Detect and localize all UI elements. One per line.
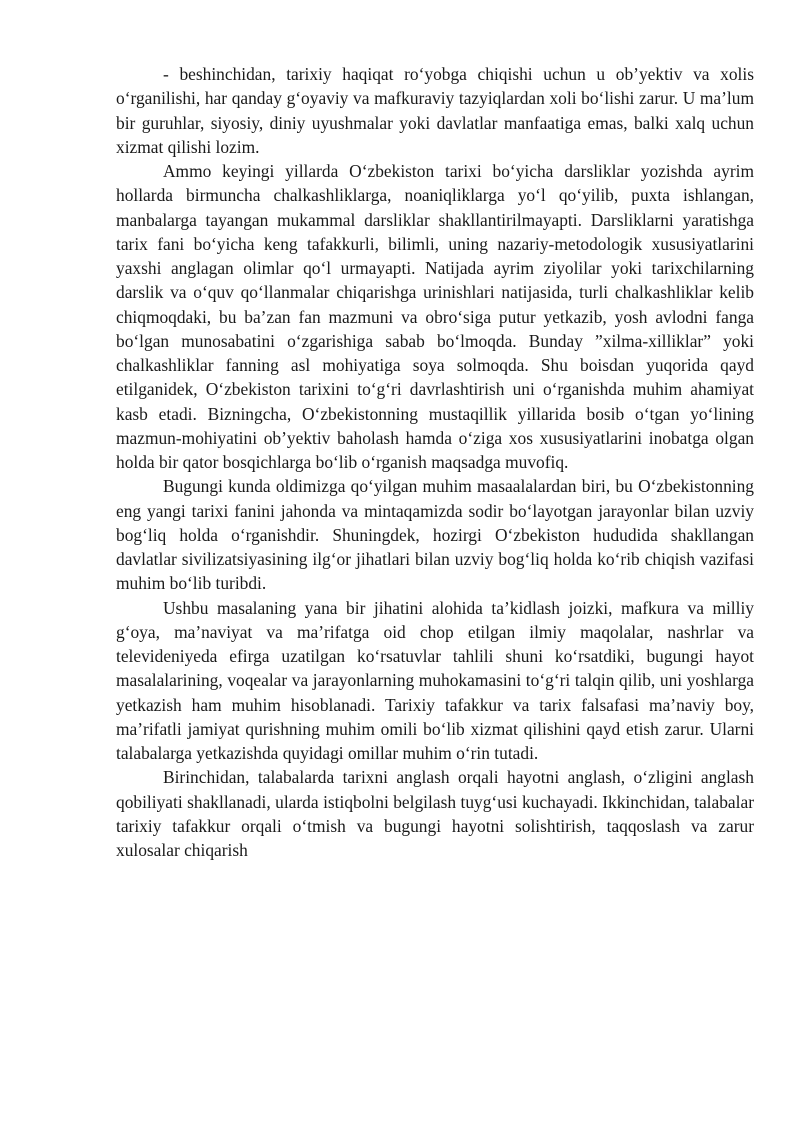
paragraph-ammo-keyingi: Ammo keyingi yillarda O‘zbekiston tarixi bo‘yicha darsliklar yozishda ayrim hollarda birmuncha chalkashliklarga, noaniqliklarga yo‘l qo‘yilib, puxta ishlangan, manbalarga tayangan mukammal darsliklar shakllantirilmayapti. Darsliklarni yaratishga tarix fani bo‘yicha keng tafakkurli, bilimli, uning nazariy-metodologik xususiyatlarini yaxshi anglagan olimlar qo‘l urmayapti. Natijada ayrim ziyolilar yoki tarixchilarning darslik va o‘quv qo‘llanmalar chiqarishga urinishlari natijasida, turli chalkashliklar kelib chiqmoqdaki, bu ba’zan fan mazmuni va obro‘siga putur yetkazib, yosh avlodni fanga bo‘lgan munosabatini o‘zgarishiga sabab bo‘lmoqda. Bunday ”xilma-xilliklar” yoki chalkashliklar fanning asl mohiyatiga soya solmoqda. Shu boisdan yuqorida qayd etilganidek, O‘zbekiston tarixini to‘g‘ri davrlashtirish uni o‘rganishda muhim ahamiyat kasb etadi. Bizningcha, O‘zbekistonning mustaqillik yillarida bosib o‘tgan yo‘lining mazmun-mohiyatini ob’yektiv baholash hamda o‘ziga xos xususiyatlarini inobatga olgan holda bir qator bosqichlarga bo‘lib o‘rganish maqsadga muvofiq. — [116, 161, 754, 472]
document-page — [116, 62, 754, 862]
paragraph-beshinchidan: - beshinchidan, tarixiy haqiqat ro‘yobga chiqishi uchun u ob’yektiv va xolis o‘rganilishi, har qanday g‘oyaviy va mafkuraviy tazyiqlardan xoli bo‘lishi zarur. U ma’lum bir guruhlar, siyosiy, diniy uyushmalar yoki davlatlar manfaatiga emas, balki xalq uchun xizmat qilishi lozim. — [116, 64, 754, 157]
paragraph-birinchidan: Birinchidan, talabalarda tarixni anglash orqali hayotni anglash, o‘zligini anglash qobiliyati shakllanadi, ularda istiqbolni belgilash tuyg‘usi kuchayadi. Ikkinchidan, talabalar tarixiy tafakkur orqali o‘tmish va bugungi hayotni solishtirish, taqqoslash va zarur xulosalar chiqarish — [116, 767, 754, 860]
paragraph-bugungi-kunda: Bugungi kunda oldimizga qo‘yilgan muhim masaalalardan biri, bu O‘zbekistonning eng yangi tarixi fanini jahonda va mintaqamizda sodir bo‘layotgan jarayonlar bilan uzviy bog‘liq holda o‘rganishdir. Shuningdek, hozirgi O‘zbekiston hududida shakllangan davlatlar sivilizatsiyasining ilg‘or jihatlari bilan uzviy bog‘liq holda ko‘rib chiqish vazifasi muhim bo‘lib turibdi. — [116, 476, 754, 594]
paragraph-ushbu-masalaning: Ushbu masalaning yana bir jihatini alohida ta’kidlash joizki, mafkura va milliy g‘oya, ma’naviyat va ma’rifatga oid chop etilgan ilmiy maqolalar, nashrlar va televideniyeda efirga uzatilgan ko‘rsatuvlar tahlili shuni ko‘rsatdiki, bugungi hayot masalalarining, voqealar va jarayonlarning muhokamasini to‘g‘ri talqin qilib, uni yoshlarga yetkazish ham muhim hisoblanadi. Tarixiy tafakkur va tarix falsafasi ma’naviy boy, ma’rifatli jamiyat qurishning muhim omili bo‘lib xizmat qilishini qayd etish zarur. Ularni talabalarga yetkazishda quyidagi omillar muhim o‘rin tutadi. — [116, 597, 754, 763]
